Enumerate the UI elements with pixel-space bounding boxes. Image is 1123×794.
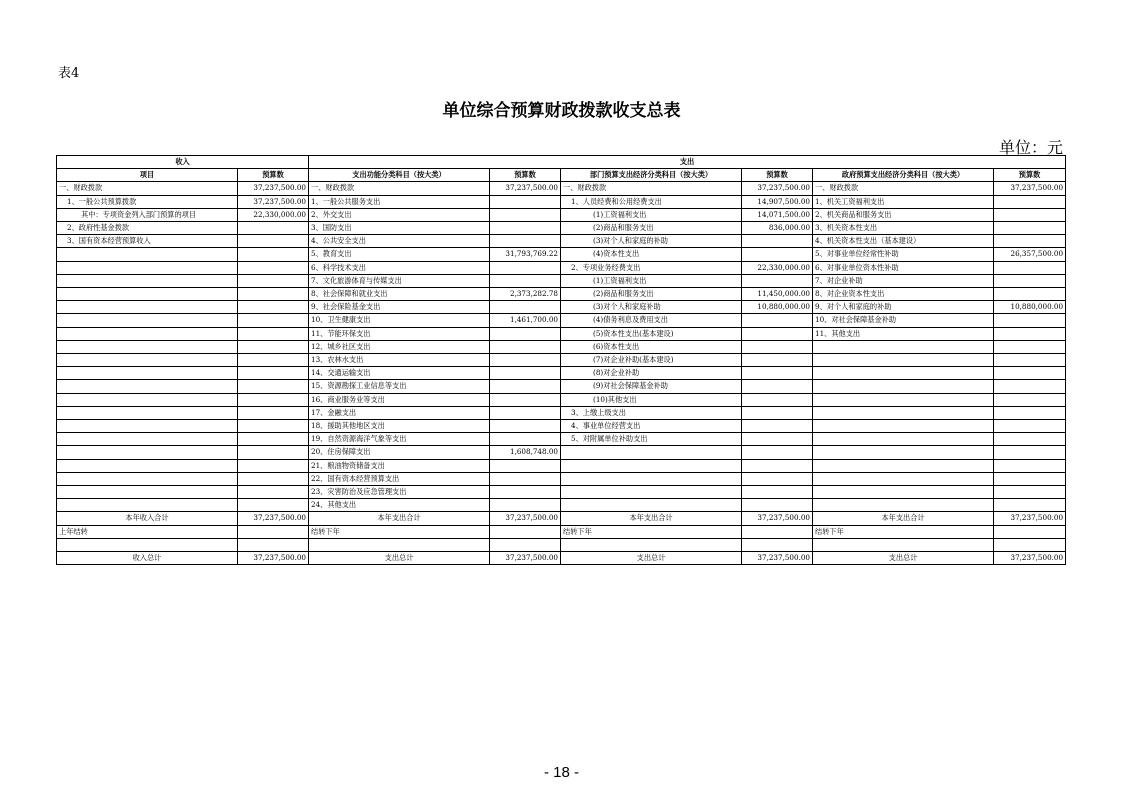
- table-cell: 22,330,000.00: [238, 208, 309, 221]
- column-header: 预算数: [994, 169, 1066, 182]
- table-cell: [813, 393, 994, 406]
- table-cell: [742, 406, 813, 419]
- table-cell: [238, 301, 309, 314]
- table-cell: [994, 314, 1066, 327]
- table-cell: (4)债务利息及费用支出: [561, 314, 742, 327]
- group-header-row: [57, 156, 1066, 169]
- table-body: [57, 182, 1066, 565]
- table-cell: [490, 380, 561, 393]
- table-cell: [57, 406, 238, 419]
- table-cell: 18、援助其他地区支出: [309, 420, 490, 433]
- table-cell: [490, 235, 561, 248]
- table-cell: [238, 380, 309, 393]
- table-cell: [994, 195, 1066, 208]
- column-header: 预算数: [742, 169, 813, 182]
- table-cell: [490, 367, 561, 380]
- table-cell: (1)工资福利支出: [561, 208, 742, 221]
- table-cell: [742, 327, 813, 340]
- table-cell: 2、外交支出: [309, 208, 490, 221]
- table-cell: 11,450,000.00: [742, 288, 813, 301]
- table-cell: 9、对个人和家庭的补助: [813, 301, 994, 314]
- table-row: [57, 486, 1066, 499]
- table-row: [57, 248, 1066, 261]
- table-row: [57, 261, 1066, 274]
- table-cell: [238, 446, 309, 459]
- table-cell: 本年支出合计: [309, 512, 490, 525]
- table-cell: [994, 367, 1066, 380]
- table-cell: [57, 261, 238, 274]
- table-cell: 7、对企业补助: [813, 274, 994, 287]
- table-cell: [57, 288, 238, 301]
- table-label: 表4: [58, 66, 80, 81]
- table-cell: (3)对个人和家庭的补助: [561, 235, 742, 248]
- table-cell: 10,880,000.00: [994, 301, 1066, 314]
- table-cell: 37,237,500.00: [238, 182, 309, 195]
- table-cell: [813, 499, 994, 512]
- table-cell: 37,237,500.00: [742, 182, 813, 195]
- table-cell: [57, 446, 238, 459]
- table-row: [57, 459, 1066, 472]
- table-cell: [490, 406, 561, 419]
- table-row: [57, 274, 1066, 287]
- table-cell: [742, 248, 813, 261]
- table-cell: 1、机关工资福利支出: [813, 195, 994, 208]
- table-cell: [742, 340, 813, 353]
- table-cell: [238, 261, 309, 274]
- table-cell: [994, 538, 1066, 551]
- table-cell: 22,330,000.00: [742, 261, 813, 274]
- table-cell: 37,237,500.00: [490, 182, 561, 195]
- table-cell: [561, 459, 742, 472]
- table-cell: [994, 393, 1066, 406]
- blank-row: [57, 538, 1066, 551]
- table-cell: [490, 261, 561, 274]
- table-cell: [742, 433, 813, 446]
- table-cell: [994, 446, 1066, 459]
- column-header: 政府预算支出经济分类科目（按大类）: [813, 169, 994, 182]
- table-cell: 20、住房保障支出: [309, 446, 490, 459]
- total-row: [57, 552, 1066, 565]
- table-cell: 26,357,500.00: [994, 248, 1066, 261]
- table-cell: 4、机关资本性支出（基本建设）: [813, 235, 994, 248]
- table-cell: [994, 274, 1066, 287]
- table-cell: 7、文化旅游体育与传媒支出: [309, 274, 490, 287]
- table-cell: 15、资源勘探工业信息等支出: [309, 380, 490, 393]
- table-cell: [994, 525, 1066, 538]
- total-row: [57, 512, 1066, 525]
- table-row: [57, 235, 1066, 248]
- table-cell: [57, 538, 238, 551]
- table-cell: 本年支出合计: [813, 512, 994, 525]
- table-cell: [490, 327, 561, 340]
- table-cell: [742, 472, 813, 485]
- column-header: 预算数: [238, 169, 309, 182]
- table-cell: 14、交通运输支出: [309, 367, 490, 380]
- table-cell: (4)资本性支出: [561, 248, 742, 261]
- table-cell: 1,461,700.00: [490, 314, 561, 327]
- table-cell: (9)对社会保障基金补助: [561, 380, 742, 393]
- table-cell: 37,237,500.00: [238, 195, 309, 208]
- table-cell: 2、机关商品和服务支出: [813, 208, 994, 221]
- table-cell: [994, 288, 1066, 301]
- table-cell: 37,237,500.00: [742, 512, 813, 525]
- table-cell: [57, 472, 238, 485]
- table-cell: [561, 486, 742, 499]
- table-cell: 14,907,500.00: [742, 195, 813, 208]
- table-cell: 2、专项业务经费支出: [561, 261, 742, 274]
- table-cell: [742, 459, 813, 472]
- table-row: [57, 222, 1066, 235]
- table-cell: [742, 538, 813, 551]
- table-cell: 37,237,500.00: [994, 512, 1066, 525]
- table-cell: [57, 274, 238, 287]
- budget-table: [56, 155, 1066, 565]
- table-cell: 8、对企业资本性支出: [813, 288, 994, 301]
- table-cell: 9、社会保险基金支出: [309, 301, 490, 314]
- table-cell: [57, 354, 238, 367]
- table-cell: 37,237,500.00: [238, 512, 309, 525]
- table-cell: [742, 274, 813, 287]
- table-cell: [561, 446, 742, 459]
- table-cell: 一、财政拨款: [57, 182, 238, 195]
- table-cell: [490, 420, 561, 433]
- table-cell: [238, 406, 309, 419]
- table-row: [57, 195, 1066, 208]
- table-cell: [57, 499, 238, 512]
- table-cell: 31,793,769.22: [490, 248, 561, 261]
- table-cell: 37,237,500.00: [994, 182, 1066, 195]
- table-cell: [238, 288, 309, 301]
- table-cell: 8、社会保障和就业支出: [309, 288, 490, 301]
- table-cell: [994, 354, 1066, 367]
- table-cell: [742, 235, 813, 248]
- table-row: [57, 446, 1066, 459]
- table-cell: 1、人员经费和公用经费支出: [561, 195, 742, 208]
- table-cell: 本年支出合计: [561, 512, 742, 525]
- table-cell: [238, 393, 309, 406]
- table-cell: 5、对附属单位补助支出: [561, 433, 742, 446]
- table-row: [57, 354, 1066, 367]
- table-cell: 4、事业单位经营支出: [561, 420, 742, 433]
- table-cell: [813, 367, 994, 380]
- table-cell: 结转下年: [309, 525, 490, 538]
- table-cell: 37,237,500.00: [994, 552, 1066, 565]
- table-cell: [57, 433, 238, 446]
- table-cell: (10)其他支出: [561, 393, 742, 406]
- table-cell: [238, 433, 309, 446]
- table-cell: (6)资本性支出: [561, 340, 742, 353]
- table-cell: 6、科学技术支出: [309, 261, 490, 274]
- table-cell: [994, 433, 1066, 446]
- table-cell: 1、一般公共服务支出: [309, 195, 490, 208]
- table-cell: 13、农林水支出: [309, 354, 490, 367]
- table-cell: [490, 274, 561, 287]
- table-cell: [994, 459, 1066, 472]
- table-cell: [813, 433, 994, 446]
- table-cell: [490, 340, 561, 353]
- table-cell: 2、政府性基金拨款: [57, 222, 238, 235]
- table-cell: [490, 499, 561, 512]
- table-cell: [994, 472, 1066, 485]
- table-cell: 22、国有资本经营预算支出: [309, 472, 490, 485]
- table-cell: [490, 208, 561, 221]
- table-cell: [238, 367, 309, 380]
- table-cell: 支出总计: [561, 552, 742, 565]
- table-cell: [490, 393, 561, 406]
- table-row: [57, 314, 1066, 327]
- table-cell: 11、节能环保支出: [309, 327, 490, 340]
- table-cell: 3、机关资本性支出: [813, 222, 994, 235]
- table-cell: 17、金融支出: [309, 406, 490, 419]
- column-header-row: [57, 169, 1066, 182]
- table-row: [57, 301, 1066, 314]
- table-cell: 11、其他支出: [813, 327, 994, 340]
- table-cell: 836,000.00: [742, 222, 813, 235]
- table-row: [57, 420, 1066, 433]
- table-cell: [57, 459, 238, 472]
- table-cell: 5、教育支出: [309, 248, 490, 261]
- table-cell: [994, 499, 1066, 512]
- table-cell: 5、对事业单位经常性补助: [813, 248, 994, 261]
- table-row: [57, 182, 1066, 195]
- table-cell: [490, 195, 561, 208]
- table-cell: [238, 486, 309, 499]
- table-cell: [490, 459, 561, 472]
- table-cell: [813, 446, 994, 459]
- table-cell: 23、灾害防治及应急管理支出: [309, 486, 490, 499]
- table-cell: 本年收入合计: [57, 512, 238, 525]
- table-cell: 2,373,282.78: [490, 288, 561, 301]
- table-cell: [561, 538, 742, 551]
- table-cell: 4、公共安全支出: [309, 235, 490, 248]
- table-cell: (8)对企业补助: [561, 367, 742, 380]
- table-row: [57, 472, 1066, 485]
- table-cell: (2)商品和服务支出: [561, 222, 742, 235]
- table-cell: [994, 486, 1066, 499]
- table-cell: [57, 420, 238, 433]
- table-cell: 19、自然资源海洋气象等支出: [309, 433, 490, 446]
- table-cell: [742, 420, 813, 433]
- table-cell: [490, 472, 561, 485]
- table-row: [57, 406, 1066, 419]
- table-row: [57, 288, 1066, 301]
- column-header: 项目: [57, 169, 238, 182]
- table-cell: 24、其他支出: [309, 499, 490, 512]
- table-cell: [490, 222, 561, 235]
- table-cell: (5)资本性支出(基本建设): [561, 327, 742, 340]
- table-cell: (3)对个人和家庭补助: [561, 301, 742, 314]
- table-cell: 1,608,748.00: [490, 446, 561, 459]
- table-cell: [57, 380, 238, 393]
- table-cell: [57, 301, 238, 314]
- table-cell: (1)工资福利支出: [561, 274, 742, 287]
- table-cell: 16、商业服务业等支出: [309, 393, 490, 406]
- table-cell: [57, 486, 238, 499]
- table-cell: 上年结转: [57, 525, 238, 538]
- table-cell: [742, 486, 813, 499]
- table-row: [57, 499, 1066, 512]
- table-row: [57, 433, 1066, 446]
- table-cell: [238, 248, 309, 261]
- table-cell: [994, 340, 1066, 353]
- table-cell: [490, 525, 561, 538]
- table-cell: [994, 235, 1066, 248]
- table-cell: [238, 222, 309, 235]
- table-cell: [813, 380, 994, 393]
- table-cell: [490, 538, 561, 551]
- table-cell: [490, 486, 561, 499]
- table-cell: 结转下年: [813, 525, 994, 538]
- table-cell: [238, 499, 309, 512]
- page-number: - 18 -: [543, 764, 579, 781]
- table-row: [57, 208, 1066, 221]
- table-cell: [57, 367, 238, 380]
- table-cell: [742, 393, 813, 406]
- table-cell: 一、财政拨款: [813, 182, 994, 195]
- table-cell: [742, 367, 813, 380]
- table-cell: [742, 499, 813, 512]
- table-cell: 12、城乡社区支出: [309, 340, 490, 353]
- table-row: [57, 327, 1066, 340]
- table-row: [57, 393, 1066, 406]
- table-cell: 37,237,500.00: [490, 552, 561, 565]
- table-cell: [994, 420, 1066, 433]
- table-cell: [238, 340, 309, 353]
- table-cell: [57, 327, 238, 340]
- table-cell: [238, 472, 309, 485]
- table-cell: [813, 420, 994, 433]
- table-cell: 10、对社会保障基金补助: [813, 314, 994, 327]
- table-cell: [813, 354, 994, 367]
- carryover-row: [57, 525, 1066, 538]
- table-cell: [813, 472, 994, 485]
- table-cell: [238, 327, 309, 340]
- table-cell: 37,237,500.00: [742, 552, 813, 565]
- table-cell: [813, 538, 994, 551]
- table-cell: [994, 327, 1066, 340]
- table-cell: 37,237,500.00: [490, 512, 561, 525]
- table-cell: (7)对企业补助(基本建设): [561, 354, 742, 367]
- table-cell: [813, 486, 994, 499]
- table-cell: 3、国防支出: [309, 222, 490, 235]
- table-cell: [57, 248, 238, 261]
- table-cell: 一、财政拨款: [309, 182, 490, 195]
- table-cell: [813, 459, 994, 472]
- table-cell: 一、财政拨款: [561, 182, 742, 195]
- table-cell: 支出总计: [309, 552, 490, 565]
- expenditure-group-header: 支出: [309, 156, 1066, 169]
- table-cell: 3、国有资本经营预算收入: [57, 235, 238, 248]
- table-cell: [994, 380, 1066, 393]
- table-cell: [742, 380, 813, 393]
- table-cell: [238, 354, 309, 367]
- table-cell: [561, 472, 742, 485]
- table-cell: [994, 222, 1066, 235]
- table-cell: 结转下年: [561, 525, 742, 538]
- table-cell: 其中：专项资金列入部门预算的项目: [57, 208, 238, 221]
- table-cell: [490, 354, 561, 367]
- table-row: [57, 380, 1066, 393]
- table-cell: [238, 538, 309, 551]
- table-cell: 14,071,500.00: [742, 208, 813, 221]
- table-cell: [742, 525, 813, 538]
- table-cell: 10,880,000.00: [742, 301, 813, 314]
- table-cell: 支出总计: [813, 552, 994, 565]
- table-cell: 3、上缴上级支出: [561, 406, 742, 419]
- table-cell: [742, 446, 813, 459]
- column-header: 预算数: [490, 169, 561, 182]
- table-cell: [57, 314, 238, 327]
- table-cell: [994, 406, 1066, 419]
- table-cell: [238, 459, 309, 472]
- table-cell: [238, 314, 309, 327]
- table-cell: 收入总计: [57, 552, 238, 565]
- table-cell: 10、卫生健康支出: [309, 314, 490, 327]
- table-cell: 21、粮油物资储备支出: [309, 459, 490, 472]
- table-cell: [490, 433, 561, 446]
- table-cell: [490, 301, 561, 314]
- table-cell: [813, 340, 994, 353]
- table-cell: 37,237,500.00: [238, 552, 309, 565]
- income-group-header: 收入: [57, 156, 309, 169]
- table-cell: [238, 525, 309, 538]
- page-title: 单位综合预算财政拨款收支总表: [442, 101, 681, 121]
- table-cell: [813, 406, 994, 419]
- table-row: [57, 367, 1066, 380]
- table-cell: [238, 274, 309, 287]
- table-cell: [57, 393, 238, 406]
- table-cell: 6、对事业单位资本性补助: [813, 261, 994, 274]
- table-cell: [994, 208, 1066, 221]
- table-cell: [742, 354, 813, 367]
- table-cell: 1、一般公共预算拨款: [57, 195, 238, 208]
- table-cell: [57, 340, 238, 353]
- table-cell: [309, 538, 490, 551]
- column-header: 支出功能分类科目（按大类）: [309, 169, 490, 182]
- table-cell: [238, 420, 309, 433]
- column-header: 部门预算支出经济分类科目（按大类）: [561, 169, 742, 182]
- table-cell: [238, 235, 309, 248]
- table-cell: (2)商品和服务支出: [561, 288, 742, 301]
- table-cell: [994, 261, 1066, 274]
- table-cell: [742, 314, 813, 327]
- table-cell: [561, 499, 742, 512]
- unit-label: 单位：元: [998, 138, 1063, 157]
- table-row: [57, 340, 1066, 353]
